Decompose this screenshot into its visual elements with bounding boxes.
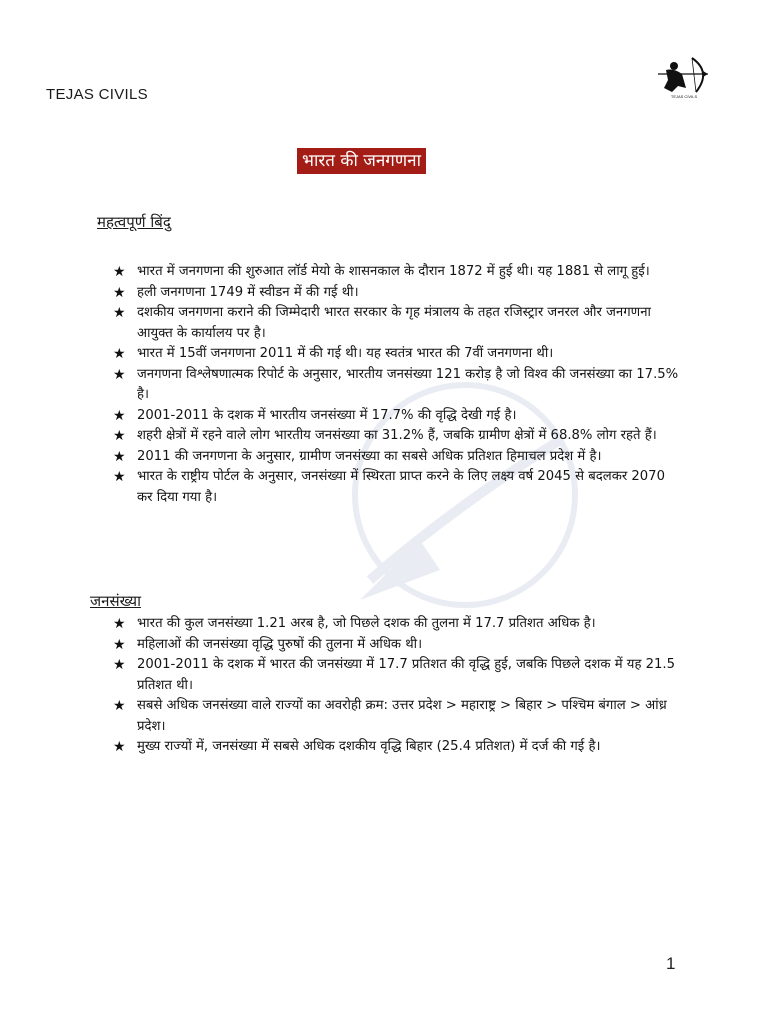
star-icon: ★ (113, 284, 126, 301)
star-icon: ★ (113, 636, 126, 653)
important-points-list (113, 262, 679, 508)
list-item: ★ दशकीय जनगणना कराने की जिम्मेदारी भारत सरकार के गृह मंत्रालय के तहत रजिस्ट्रार जनरल और जनगणना आयुक्त के कार्यालय पर है। (113, 305, 651, 341)
star-icon: ★ (113, 698, 126, 714)
section-heading-important-points: महत्वपूर्ण बिंदु (97, 213, 171, 231)
page-number: 1 (666, 954, 676, 973)
star-icon: ★ (113, 657, 126, 673)
list-item: ★ जनगणना विश्लेषणात्मक रिपोर्ट के अनुसार, भारतीय जनसंख्या 121 करोड़ है जो विश्व की जनसंख्या का 17.5% है। (113, 366, 679, 402)
star-icon: ★ (113, 366, 126, 383)
population-list (113, 614, 679, 758)
star-icon: ★ (113, 739, 126, 755)
star-icon: ★ (113, 428, 126, 444)
list-item: ★ भारत में जनगणना की शुरुआत लॉर्ड मेयो के शासनकाल के दौरान 1872 में हुई थी। यह 1881 से लागू हुई। (113, 262, 679, 283)
list-item: ★ हली जनगणना 1749 में स्वीडन में की गई थी। (113, 283, 679, 304)
star-icon: ★ (113, 264, 126, 280)
list-item: ★ 2011 की जनगणना के अनुसार, ग्रामीण जनसंख्या का सबसे अधिक प्रतिशत हिमाचल प्रदेश में है। (113, 447, 679, 468)
star-icon: ★ (113, 346, 126, 362)
list-item: ★ भारत की कुल जनसंख्या 1.21 अरब है, जो पिछले दशक की तुलना में 17.7 प्रतिशत अधिक है। (113, 614, 679, 635)
brand-name: TEJAS CIVILS (46, 86, 148, 103)
list-item: ★ 2001-2011 के दशक में भारत की जनसंख्या में 17.7 प्रतिशत की वृद्धि हुई, जबकि पिछले दशक में यह 21.5 प्रतिशत थी। (113, 657, 675, 693)
list-item: ★ शहरी क्षेत्रों में रहने वाले लोग भारतीय जनसंख्या का 31.2% हैं, जबकि ग्रामीण क्षेत्रों में 68.8% लोग रहते हैं। (113, 426, 679, 447)
star-icon: ★ (113, 407, 126, 424)
list-item: ★ भारत में 15वीं जनगणना 2011 में की गई थी। यह स्वतंत्र भारत की 7वीं जनगणना थी। (113, 344, 679, 365)
logo-text: TEJAS CIVILS (670, 94, 698, 99)
list-item: ★ महिलाओं की जनसंख्या वृद्धि पुरुषों की तुलना में अधिक थी। (113, 635, 679, 656)
list-item: ★ भारत के राष्ट्रीय पोर्टल के अनुसार, जनसंख्या में स्थिरता प्राप्त करने के लिए लक्ष्य वर्ष 2045 से बदलकर 2070 कर दिया गया है। (113, 469, 665, 505)
star-icon: ★ (113, 469, 126, 485)
section-heading-population: जनसंख्या (90, 592, 141, 610)
list-item: ★ 2001-2011 के दशक में भारतीय जनसंख्या में 17.7% की वृद्धि देखी गई है। (113, 406, 679, 427)
star-icon: ★ (113, 305, 126, 321)
list-item: ★ सबसे अधिक जनसंख्या वाले राज्यों का अवरोही क्रम: उत्तर प्रदेश > महाराष्ट्र > बिहार > पश्चिम बंगाल > आंध्र प्रदेश। (113, 698, 667, 734)
star-icon: ★ (113, 448, 126, 465)
list-item: ★ मुख्य राज्यों में, जनसंख्या में सबसे अधिक दशकीय वृद्धि बिहार (25.4 प्रतिशत) में दर्ज की गई है। (113, 737, 679, 758)
archer-logo-icon (652, 52, 716, 100)
page-title: भारत की जनगणना (297, 148, 426, 174)
star-icon: ★ (113, 616, 126, 632)
